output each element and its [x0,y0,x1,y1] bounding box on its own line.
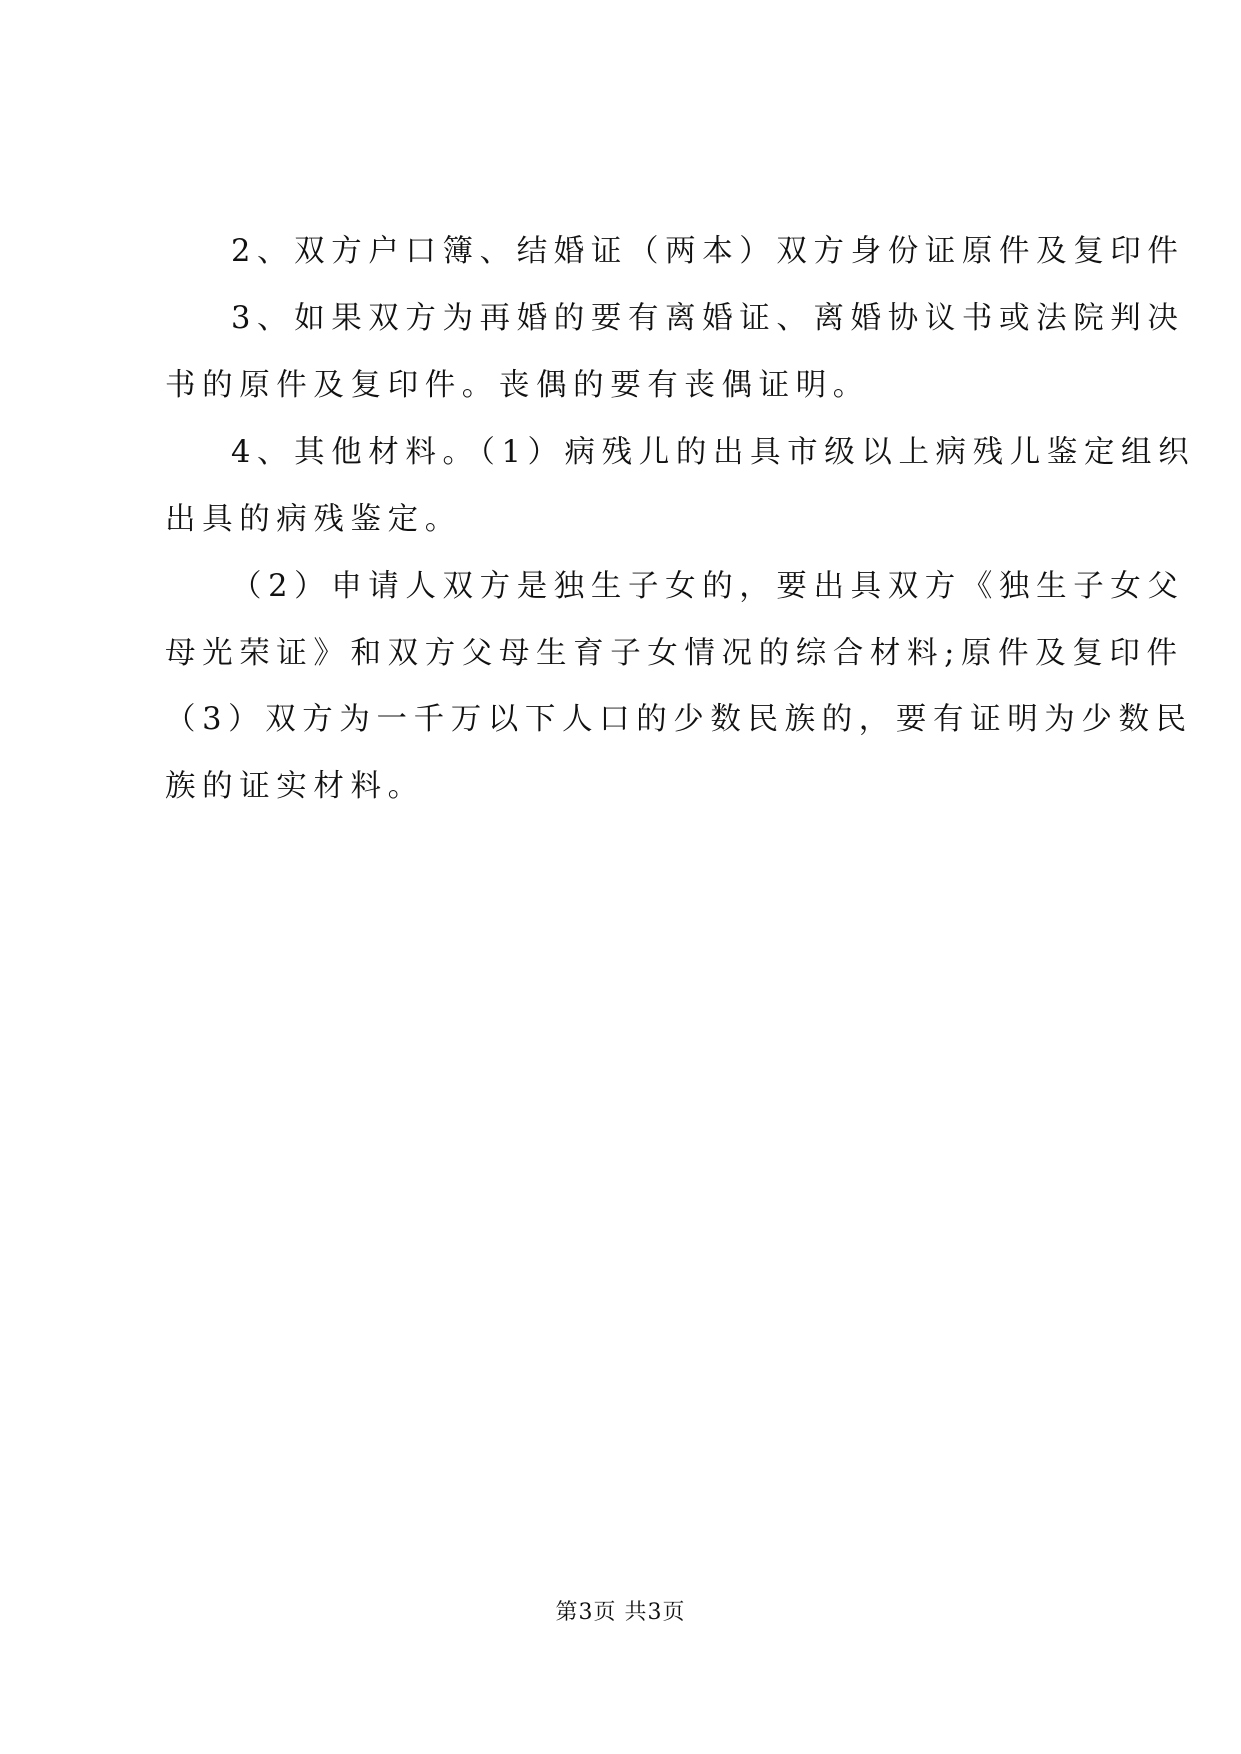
page-footer: 第3页 共3页 [555,1600,686,1625]
paragraph-line-2-documents: 2、双方户口簿、结婚证（两本）双方身份证原件及复印件 [231,234,1185,269]
paragraph-line-4-continued: 出具的病残鉴定。 [165,502,462,537]
paragraph-line-3-remarriage: 3、如果双方为再婚的要有离婚证、离婚协议书或法院判决 [231,301,1185,336]
paragraph-line-4-other-materials: 4、其他材料。（1）病残儿的出具市级以上病残儿鉴定组织 [231,435,1196,470]
paragraph-line-item-3-continued: 族的证实材料。 [165,769,425,804]
paragraph-line-item-3: （3）双方为一千万以下人口的少数民族的，要有证明为少数民 [165,702,1193,737]
paragraph-line-item-2-continued: 母光荣证》和双方父母生育子女情况的综合材料;原件及复印件 [165,636,1184,671]
paragraph-line-3-continued: 书的原件及复印件。丧偶的要有丧偶证明。 [165,368,870,403]
paragraph-line-item-2: （2）申请人双方是独生子女的，要出具双方《独生子女父 [231,569,1185,604]
